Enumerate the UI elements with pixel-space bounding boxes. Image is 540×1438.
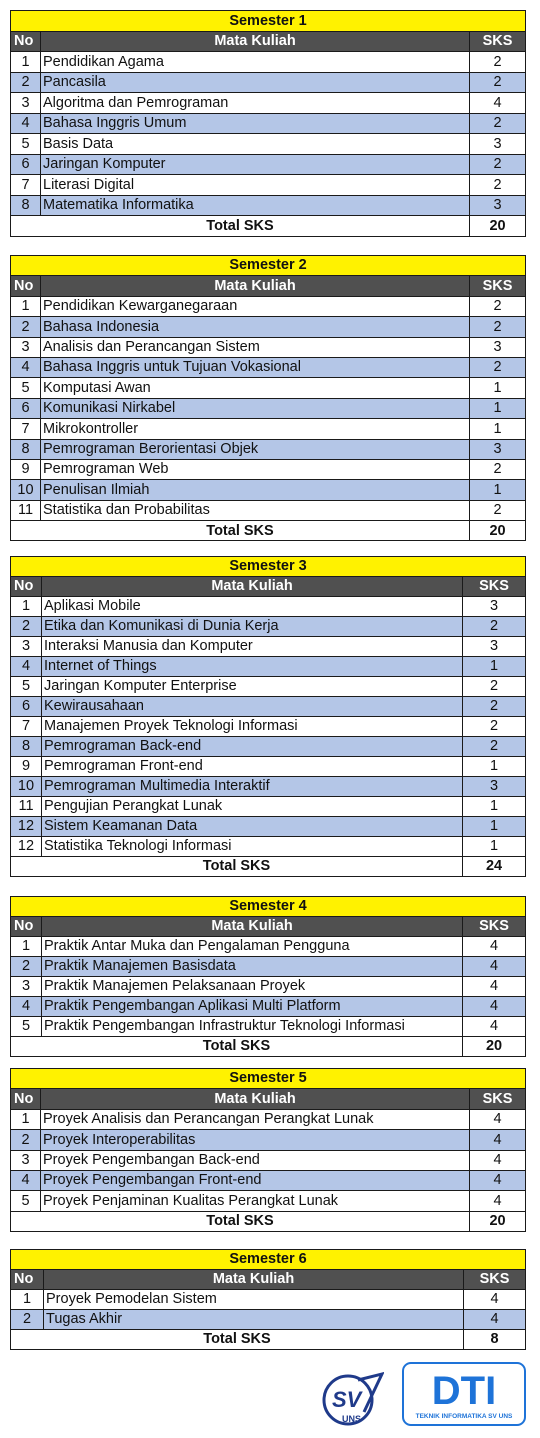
course-name: Pemrograman Multimedia Interaktif	[42, 777, 463, 797]
course-row	[11, 1310, 526, 1330]
course-sks: 1	[470, 378, 526, 398]
course-name: Proyek Interoperabilitas	[41, 1130, 470, 1150]
total-label: Total SKS	[11, 1037, 463, 1057]
course-number: 4	[11, 1170, 41, 1190]
course-sks: 2	[470, 175, 526, 196]
course-row	[11, 717, 526, 737]
course-name: Jaringan Komputer Enterprise	[42, 677, 463, 697]
course-number: 6	[11, 697, 42, 717]
course-name: Bahasa Inggris Umum	[41, 113, 470, 134]
course-row	[11, 439, 526, 459]
dti-logo-mark: DTI	[431, 1369, 497, 1413]
course-sks: 1	[470, 398, 526, 418]
course-name: Praktik Pengembangan Infrastruktur Teknologi Informasi	[42, 1017, 463, 1037]
course-number: 5	[11, 1191, 41, 1211]
semester-table	[10, 896, 526, 1057]
course-sks: 2	[470, 72, 526, 93]
column-header-course: Mata Kuliah	[42, 577, 463, 597]
course-sks: 4	[464, 1290, 526, 1310]
course-row	[11, 657, 526, 677]
total-sks: 20	[463, 1037, 526, 1057]
course-number: 4	[11, 657, 42, 677]
sv-uns-logo-sub: UNS	[342, 1414, 362, 1424]
course-sks: 4	[463, 977, 526, 997]
course-name: Literasi Digital	[41, 175, 470, 196]
course-name: Komunikasi Nirkabel	[41, 398, 470, 418]
course-number: 1	[11, 296, 41, 316]
course-name: Proyek Pengembangan Front-end	[41, 1170, 470, 1190]
course-row	[11, 357, 526, 377]
course-row	[11, 817, 526, 837]
course-number: 10	[11, 777, 42, 797]
course-name: Praktik Pengembangan Aplikasi Multi Platform	[42, 997, 463, 1017]
course-name: Komputasi Awan	[41, 378, 470, 398]
course-sks: 3	[463, 777, 526, 797]
course-row	[11, 677, 526, 697]
course-number: 3	[11, 637, 42, 657]
course-number: 7	[11, 175, 41, 196]
course-number: 8	[11, 195, 41, 216]
course-row	[11, 977, 526, 997]
course-row	[11, 500, 526, 520]
course-row	[11, 296, 526, 316]
column-header-course: Mata Kuliah	[42, 917, 463, 937]
course-row	[11, 154, 526, 175]
course-number: 8	[11, 737, 42, 757]
course-number: 3	[11, 977, 42, 997]
course-number: 5	[11, 677, 42, 697]
semester-title: Semester 1	[11, 11, 526, 32]
course-number: 4	[11, 113, 41, 134]
course-number: 11	[11, 500, 41, 520]
column-header-sks: SKS	[464, 1270, 526, 1290]
course-name: Praktik Manajemen Pelaksanaan Proyek	[42, 977, 463, 997]
course-sks: 4	[470, 1150, 526, 1170]
course-number: 2	[11, 617, 42, 637]
course-row	[11, 937, 526, 957]
course-number: 6	[11, 154, 41, 175]
course-name: Internet of Things	[42, 657, 463, 677]
course-sks: 1	[463, 797, 526, 817]
course-name: Interaksi Manusia dan Komputer	[42, 637, 463, 657]
course-sks: 2	[463, 737, 526, 757]
course-row	[11, 398, 526, 418]
course-sks: 4	[463, 997, 526, 1017]
course-number: 1	[11, 1290, 44, 1310]
course-name: Pendidikan Kewarganegaraan	[41, 296, 470, 316]
course-name: Praktik Manajemen Basisdata	[42, 957, 463, 977]
course-number: 2	[11, 957, 42, 977]
column-header-course: Mata Kuliah	[41, 1089, 470, 1109]
course-name: Proyek Pemodelan Sistem	[44, 1290, 464, 1310]
course-row	[11, 93, 526, 114]
course-sks: 2	[463, 697, 526, 717]
course-name: Pendidikan Agama	[41, 52, 470, 73]
semester-title: Semester 4	[11, 897, 526, 917]
course-sks: 3	[463, 597, 526, 617]
course-row	[11, 1150, 526, 1170]
course-sks: 1	[463, 657, 526, 677]
course-row	[11, 1017, 526, 1037]
column-header-no: No	[11, 577, 42, 597]
course-name: Penulisan Ilmiah	[41, 480, 470, 500]
course-number: 1	[11, 1109, 41, 1129]
course-row	[11, 480, 526, 500]
course-name: Bahasa Indonesia	[41, 317, 470, 337]
course-sks: 4	[470, 1130, 526, 1150]
course-name: Tugas Akhir	[44, 1310, 464, 1330]
course-row	[11, 997, 526, 1017]
course-sks: 4	[470, 1109, 526, 1129]
course-name: Pemrograman Back-end	[42, 737, 463, 757]
course-sks: 3	[470, 337, 526, 357]
total-label: Total SKS	[11, 857, 463, 877]
course-sks: 4	[470, 93, 526, 114]
course-number: 7	[11, 717, 42, 737]
course-sks: 2	[463, 677, 526, 697]
sv-uns-logo-mark: SV	[332, 1387, 362, 1412]
course-sks: 2	[470, 52, 526, 73]
course-name: Manajemen Proyek Teknologi Informasi	[42, 717, 463, 737]
column-header-no: No	[11, 31, 41, 52]
course-number: 2	[11, 317, 41, 337]
total-label: Total SKS	[11, 1211, 470, 1231]
semester-table	[10, 1249, 526, 1350]
course-row	[11, 72, 526, 93]
column-header-no: No	[11, 1089, 41, 1109]
course-row	[11, 1290, 526, 1310]
course-sks: 4	[464, 1310, 526, 1330]
course-number: 2	[11, 1310, 44, 1330]
course-number: 3	[11, 93, 41, 114]
course-row	[11, 337, 526, 357]
course-number: 1	[11, 597, 42, 617]
course-name: Analisis dan Perancangan Sistem	[41, 337, 470, 357]
course-row	[11, 113, 526, 134]
course-number: 9	[11, 459, 41, 479]
semester-title: Semester 2	[11, 256, 526, 276]
course-row	[11, 317, 526, 337]
course-sks: 2	[470, 154, 526, 175]
course-sks: 4	[463, 937, 526, 957]
course-name: Pengujian Perangkat Lunak	[42, 797, 463, 817]
course-number: 5	[11, 378, 41, 398]
course-name: Etika dan Komunikasi di Dunia Kerja	[42, 617, 463, 637]
semester-title: Semester 6	[11, 1250, 526, 1270]
semester-table	[10, 10, 526, 237]
course-number: 12	[11, 837, 42, 857]
semester-table	[10, 255, 526, 541]
course-sks: 4	[470, 1170, 526, 1190]
course-number: 7	[11, 419, 41, 439]
course-sks: 1	[470, 480, 526, 500]
course-row	[11, 1191, 526, 1211]
course-sks: 2	[470, 459, 526, 479]
course-row	[11, 697, 526, 717]
course-sks: 4	[470, 1191, 526, 1211]
course-row	[11, 134, 526, 155]
course-name: Jaringan Komputer	[41, 154, 470, 175]
column-header-course: Mata Kuliah	[41, 276, 470, 296]
total-sks: 8	[464, 1330, 526, 1350]
column-header-sks: SKS	[463, 917, 526, 937]
course-sks: 2	[470, 113, 526, 134]
dti-logo-caption: TEKNIK INFORMATIKA SV UNS	[415, 1413, 513, 1420]
course-name: Bahasa Inggris untuk Tujuan Vokasional	[41, 357, 470, 377]
total-label: Total SKS	[11, 521, 470, 541]
course-number: 1	[11, 937, 42, 957]
total-label: Total SKS	[11, 1330, 464, 1350]
course-row	[11, 1130, 526, 1150]
course-row	[11, 737, 526, 757]
column-header-course: Mata Kuliah	[44, 1270, 464, 1290]
course-number: 9	[11, 757, 42, 777]
course-number: 12	[11, 817, 42, 837]
course-name: Statistika Teknologi Informasi	[42, 837, 463, 857]
course-name: Algoritma dan Pemrograman	[41, 93, 470, 114]
course-name: Proyek Pengembangan Back-end	[41, 1150, 470, 1170]
course-row	[11, 195, 526, 216]
course-name: Sistem Keamanan Data	[42, 817, 463, 837]
course-row	[11, 419, 526, 439]
course-number: 5	[11, 134, 41, 155]
column-header-course: Mata Kuliah	[41, 31, 470, 52]
course-row	[11, 1109, 526, 1129]
course-row	[11, 1170, 526, 1190]
course-name: Proyek Analisis dan Perancangan Perangkat Lunak	[41, 1109, 470, 1129]
course-sks: 3	[470, 134, 526, 155]
column-header-sks: SKS	[470, 1089, 526, 1109]
course-row	[11, 637, 526, 657]
course-row	[11, 459, 526, 479]
semester-table	[10, 556, 526, 877]
course-row	[11, 597, 526, 617]
course-row	[11, 797, 526, 817]
course-name: Proyek Penjaminan Kualitas Perangkat Lunak	[41, 1191, 470, 1211]
course-name: Pancasila	[41, 72, 470, 93]
course-name: Aplikasi Mobile	[42, 597, 463, 617]
course-row	[11, 175, 526, 196]
column-header-sks: SKS	[470, 31, 526, 52]
course-name: Pemrograman Front-end	[42, 757, 463, 777]
course-number: 10	[11, 480, 41, 500]
course-name: Kewirausahaan	[42, 697, 463, 717]
course-sks: 3	[470, 195, 526, 216]
dti-logo	[402, 1362, 526, 1426]
course-sks: 1	[463, 817, 526, 837]
course-row	[11, 957, 526, 977]
course-sks: 2	[463, 617, 526, 637]
course-number: 6	[11, 398, 41, 418]
course-sks: 4	[463, 1017, 526, 1037]
course-name: Statistika dan Probabilitas	[41, 500, 470, 520]
course-sks: 2	[470, 357, 526, 377]
course-number: 8	[11, 439, 41, 459]
total-sks: 20	[470, 216, 526, 237]
course-sks: 1	[463, 757, 526, 777]
course-sks: 2	[470, 500, 526, 520]
course-number: 2	[11, 1130, 41, 1150]
total-sks: 20	[470, 1211, 526, 1231]
course-sks: 2	[470, 317, 526, 337]
column-header-no: No	[11, 1270, 44, 1290]
total-sks: 20	[470, 521, 526, 541]
course-number: 4	[11, 357, 41, 377]
column-header-sks: SKS	[463, 577, 526, 597]
total-label: Total SKS	[11, 216, 470, 237]
course-row	[11, 777, 526, 797]
course-name: Matematika Informatika	[41, 195, 470, 216]
semester-title: Semester 5	[11, 1069, 526, 1089]
course-number: 1	[11, 52, 41, 73]
course-number: 3	[11, 1150, 41, 1170]
course-sks: 4	[463, 957, 526, 977]
course-row	[11, 837, 526, 857]
total-sks: 24	[463, 857, 526, 877]
course-sks: 2	[463, 717, 526, 737]
course-row	[11, 378, 526, 398]
course-name: Pemrograman Web	[41, 459, 470, 479]
course-number: 11	[11, 797, 42, 817]
column-header-no: No	[11, 917, 42, 937]
column-header-sks: SKS	[470, 276, 526, 296]
course-name: Mikrokontroller	[41, 419, 470, 439]
semester-title: Semester 3	[11, 557, 526, 577]
course-row	[11, 757, 526, 777]
semester-table	[10, 1068, 526, 1232]
column-header-no: No	[11, 276, 41, 296]
course-number: 3	[11, 337, 41, 357]
course-number: 5	[11, 1017, 42, 1037]
sv-uns-logo	[320, 1372, 384, 1428]
course-row	[11, 52, 526, 73]
course-number: 2	[11, 72, 41, 93]
course-sks: 1	[463, 837, 526, 857]
course-name: Pemrograman Berorientasi Objek	[41, 439, 470, 459]
course-sks: 2	[470, 296, 526, 316]
course-number: 4	[11, 997, 42, 1017]
course-name: Praktik Antar Muka dan Pengalaman Pengguna	[42, 937, 463, 957]
course-name: Basis Data	[41, 134, 470, 155]
course-row	[11, 617, 526, 637]
course-sks: 3	[470, 439, 526, 459]
course-sks: 3	[463, 637, 526, 657]
course-sks: 1	[470, 419, 526, 439]
